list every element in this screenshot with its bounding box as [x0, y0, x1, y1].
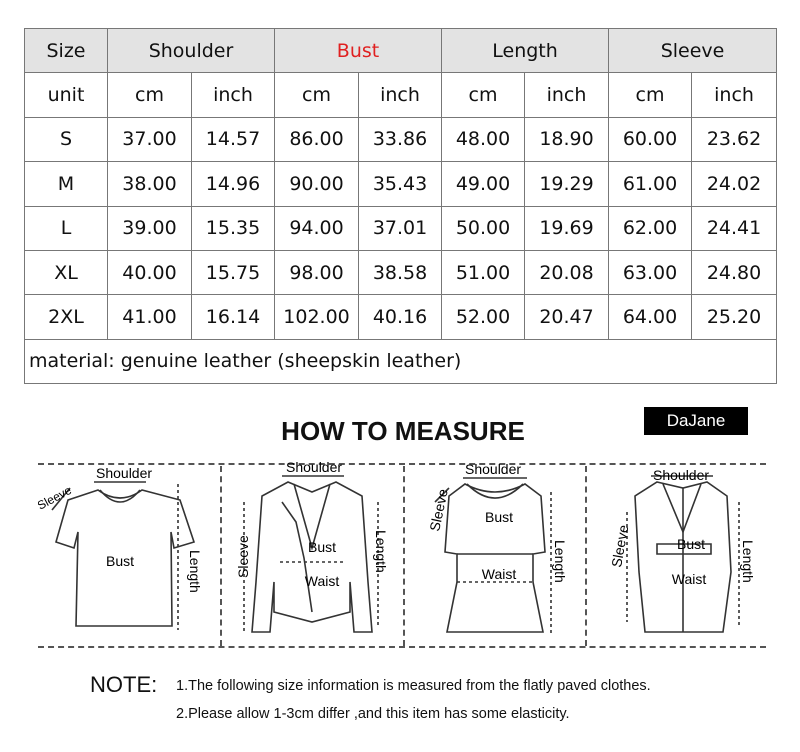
value-cell: 19.69 [525, 206, 609, 250]
value-cell: 38.00 [108, 162, 192, 206]
header-size: Size [25, 29, 108, 73]
header-shoulder: Shoulder [108, 29, 275, 73]
dress-outline-icon [445, 484, 545, 632]
value-cell: 52.00 [442, 295, 525, 339]
value-cell: 23.62 [692, 117, 777, 161]
dress-length-label: Length [552, 540, 568, 583]
value-cell: 20.08 [525, 250, 609, 294]
value-cell: 35.43 [359, 162, 442, 206]
value-cell: 40.00 [108, 250, 192, 294]
value-cell: 19.29 [525, 162, 609, 206]
header-sleeve: Sleeve [609, 29, 777, 73]
unit-cell: unit [25, 73, 108, 117]
tshirt-diagram [38, 462, 220, 648]
note-label: NOTE: [90, 672, 158, 697]
value-cell: 24.41 [692, 206, 777, 250]
value-cell: 15.35 [192, 206, 275, 250]
size-table [24, 28, 777, 384]
coat-bust-label: Bust [676, 536, 706, 552]
value-cell: 98.00 [275, 250, 359, 294]
size-cell: 2XL [25, 295, 108, 339]
unit-cell: cm [108, 73, 192, 117]
table-row [25, 117, 777, 161]
value-cell: 20.47 [525, 295, 609, 339]
value-cell: 18.90 [525, 117, 609, 161]
jacket-sleeve-label: Sleeve [235, 535, 251, 578]
value-cell: 37.01 [359, 206, 442, 250]
table-row [25, 162, 777, 206]
value-cell: 61.00 [609, 162, 692, 206]
dress-shoulder-label: Shoulder [465, 462, 522, 477]
unit-cell: inch [525, 73, 609, 117]
tshirt-shoulder-label: Shoulder [96, 465, 153, 481]
size-cell: XL [25, 250, 108, 294]
value-cell: 64.00 [609, 295, 692, 339]
jacket-diagram [222, 462, 403, 648]
unit-cell: inch [692, 73, 777, 117]
value-cell: 60.00 [609, 117, 692, 161]
value-cell: 102.00 [275, 295, 359, 339]
unit-cell: cm [609, 73, 692, 117]
dress-diagram [405, 462, 585, 648]
size-cell: M [25, 162, 108, 206]
value-cell: 94.00 [275, 206, 359, 250]
tshirt-length-label: Length [187, 550, 203, 593]
dress-sleeve-label: Sleeve [426, 487, 451, 533]
value-cell: 14.96 [192, 162, 275, 206]
value-cell: 62.00 [609, 206, 692, 250]
header-row [25, 29, 777, 73]
dress-bust-label: Bust [484, 509, 514, 525]
how-to-measure-title: HOW TO MEASURE [281, 416, 525, 446]
header-length: Length [442, 29, 609, 73]
coat-shoulder-label: Shoulder [653, 467, 710, 483]
dress-waist-label: Waist [481, 566, 517, 582]
size-cell: L [25, 206, 108, 250]
jacket-waist-label: Waist [304, 573, 340, 589]
jacket-shoulder-label: Shoulder [286, 462, 343, 475]
unit-cell: inch [192, 73, 275, 117]
jacket-bust-label: Bust [307, 539, 337, 555]
material-row [25, 339, 777, 383]
value-cell: 50.00 [442, 206, 525, 250]
value-cell: 14.57 [192, 117, 275, 161]
unit-cell: cm [442, 73, 525, 117]
value-cell: 51.00 [442, 250, 525, 294]
table-row [25, 206, 777, 250]
value-cell: 25.20 [692, 295, 777, 339]
coat-sleeve-label: Sleeve [608, 523, 632, 569]
note-line-2: 2.Please allow 1-3cm differ ,and this item has some elasticity. [176, 706, 570, 722]
coat-waist-label: Waist [671, 571, 707, 587]
material-note: material: genuine leather (sheepskin leather) [25, 339, 777, 383]
value-cell: 48.00 [442, 117, 525, 161]
value-cell: 49.00 [442, 162, 525, 206]
value-cell: 33.86 [359, 117, 442, 161]
value-cell: 38.58 [359, 250, 442, 294]
table-row [25, 250, 777, 294]
tshirt-sleeve-label: Sleeve [38, 483, 74, 513]
unit-cell: inch [359, 73, 442, 117]
value-cell: 63.00 [609, 250, 692, 294]
coat-length-label: Length [740, 540, 756, 583]
jacket-length-label: Length [373, 530, 389, 573]
value-cell: 86.00 [275, 117, 359, 161]
coat-diagram [587, 462, 766, 648]
value-cell: 90.00 [275, 162, 359, 206]
value-cell: 15.75 [192, 250, 275, 294]
tshirt-bust-label: Bust [105, 553, 135, 569]
unit-cell: cm [275, 73, 359, 117]
unit-row [25, 73, 777, 117]
table-row [25, 295, 777, 339]
value-cell: 40.16 [359, 295, 442, 339]
value-cell: 24.80 [692, 250, 777, 294]
size-cell: S [25, 117, 108, 161]
value-cell: 16.14 [192, 295, 275, 339]
header-bust: Bust [275, 29, 442, 73]
value-cell: 37.00 [108, 117, 192, 161]
brand-badge: DaJane [644, 407, 748, 435]
value-cell: 24.02 [692, 162, 777, 206]
value-cell: 41.00 [108, 295, 192, 339]
value-cell: 39.00 [108, 206, 192, 250]
note-line-1: 1.The following size information is measured from the flatly paved clothes. [176, 678, 651, 694]
